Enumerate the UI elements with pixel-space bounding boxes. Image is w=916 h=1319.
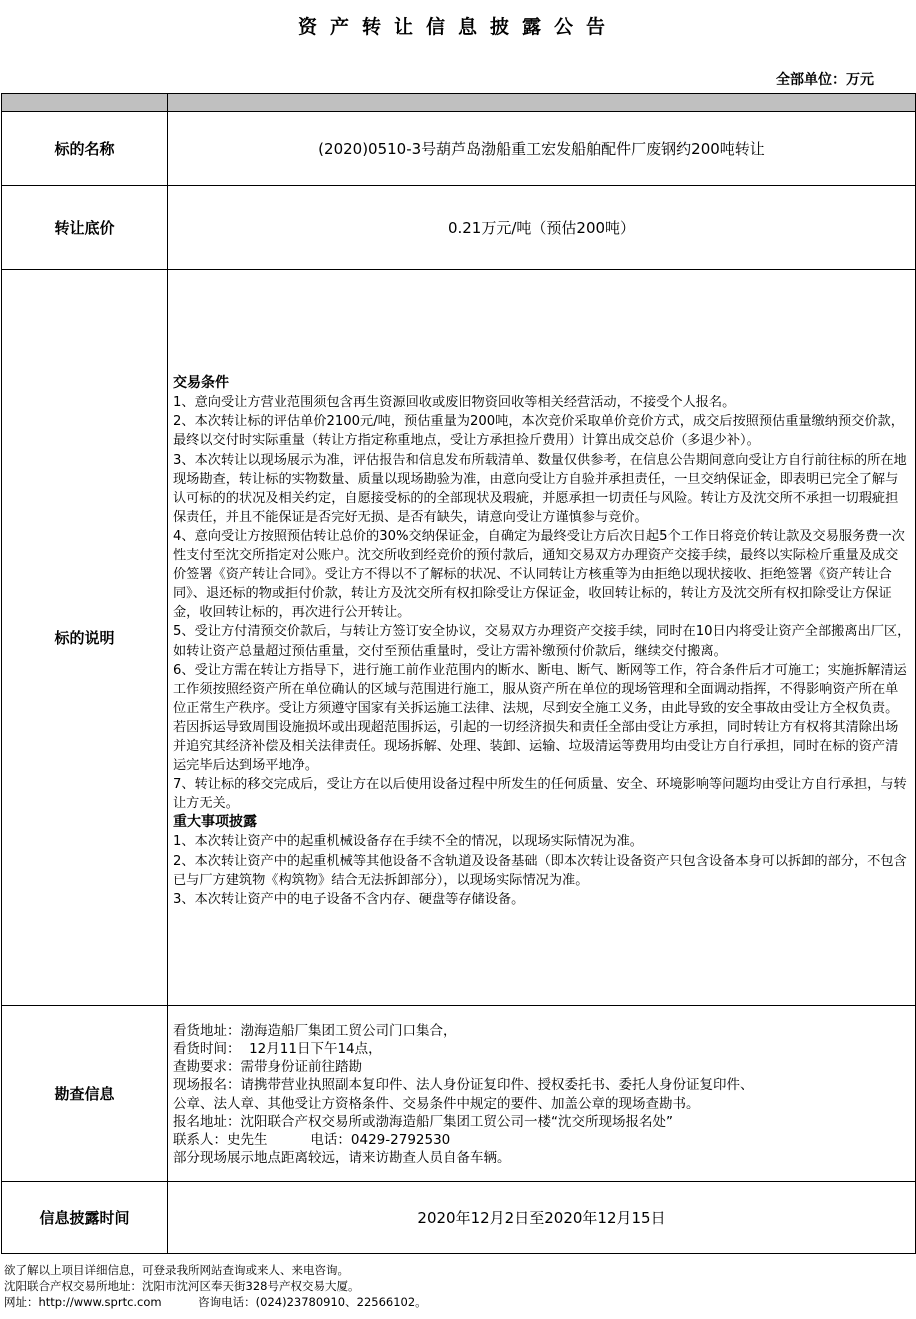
label-desc: 标的说明 — [2, 270, 168, 1006]
inspect-line: 公章、法人章、其他受让方资格条件、交易条件中规定的要件、加盖公章的现场查勘书。 — [173, 1095, 700, 1112]
inspect-line: 看货时间： 12月11日下午14点， — [173, 1040, 382, 1057]
table-header-row — [2, 94, 916, 112]
value-inspect — [168, 1006, 916, 1182]
row-desc — [2, 270, 916, 1006]
value-name: (2020)0510-3号葫芦岛渤船重工宏发船舶配件厂废钢约200吨转让 — [168, 112, 916, 186]
inspect-line: 报名地址：沈阳联合产权交易所或渤海造船厂集团工贸公司一楼“沈交所现场报名处” — [173, 1113, 673, 1130]
header-cell-left — [2, 94, 168, 112]
condition-item: 7、转让标的移交完成后，受让方在以后使用设备过程中所发生的任何质量、安全、环境影响等问题均由受让方自行承担，与转让方无关。 — [173, 777, 907, 812]
value-desc — [168, 270, 916, 1006]
footer — [4, 1262, 427, 1310]
label-inspect: 勘查信息 — [2, 1006, 168, 1182]
footer-line: 沈阳联合产权交易所地址：沈阳市沈河区奉天街328号产权交易大厦。 — [4, 1279, 360, 1293]
condition-item: 3、本次转让以现场展示为准，评估报告和信息发布所载清单、数量仅供参考，在信息公告期间意向受让方自行前往标的所在地现场勘查，转让标的实物数量、质量以现场勘验为准，由意向受让方自验并承担责任，一旦交纳保证金，即表明已完全了解与认可标的的状况及相关约定，自愿接受标的的全部现状及瑕疵，并愿承担一切责任与风险。转让方及沈交所不承担一切瑕疵担保责任，并且不能保证是否完好无损、是否有缺失，请意向受让方谨慎参与竞价。 — [173, 452, 907, 525]
condition-item: 1、意向受让方营业范围须包含再生资源回收或废旧物资回收等相关经营活动，不接受个人报名。 — [173, 395, 736, 411]
condition-item: 5、受让方付清预交价款后，与转让方签订安全协议，交易双方办理资产交接手续，同时在10日内将受让资产全部搬离出厂区，如转让资产总量超过预估重量，交付至预估重量时，受让方需补缴预付价款后，继续交付搬离。 — [173, 624, 911, 659]
condition-item: 4、意向受让方按照预估转让总价的30%交纳保证金，自确定为最终受让方后次日起5个工作日将竞价转让款及交易服务费一次性支付至沈交所指定对公账户。沈交所收到经竞价的预付款后，通知交易双方办理资产交接手续，最终以实际检斤重量及成交价签署《资产转让合同》。受让方不得以不了解标的状况、不认同转让方核重等为由拒绝以现状接收、拒绝签署《资产转让合同》、退还标的物或拒付价款，转让方及沈交所有权扣除受让方保证金，收回转让标的，转让方及沈交所有权扣除受让方保证金，收回转让标的，再次进行公开转让。 — [173, 528, 905, 621]
disclosure-item: 1、本次转让资产中的起重机械设备存在手续不全的情况，以现场实际情况为准。 — [173, 834, 643, 850]
section-title-major-disclosures: 重大事项披露 — [173, 814, 257, 831]
inspect-line: 现场报名：请携带营业执照副本复印件、法人身份证复印件、授权委托书、委托人身份证复印件、 — [173, 1077, 754, 1094]
disclosure-item: 2、本次转让资产中的起重机械等其他设备不含轨道及设备基础（即本次转让设备资产只包含设备本身可以拆卸的部分，不包含已与厂方建筑物《构筑物》结合无法拆卸部分），以现场实际情况为准。 — [173, 853, 907, 888]
page-title: 资产转让信息披露公告 — [297, 16, 618, 38]
value-price: 0.21万元/吨（预估200吨） — [168, 186, 916, 270]
footer-line: 网址：http://www.sprtc.com 咨询电话：(024)23780910、22566102。 — [4, 1295, 427, 1309]
condition-item: 6、受让方需在转让方指导下，进行施工前作业范围内的断水、断电、断气、断网等工作，符合条件后才可施工；实施拆解清运工作须按照经资产所在单位确认的区域与范围进行施工，服从资产所在单位的现场管理和全面调动指挥，不得影响资产所在单位正常生产秩序。受让方须遵守国家有关拆运施工法律、法规，尽到安全施工义务，由此导致的安全事故由受让方全权负责。若因拆运导致周围设施损坏或出现超范围拆运，引起的一切经济损失和责任全部由受让方承担，同时转让方有权将其清除出场并追究其经济补偿及相关法律责任。现场拆解、处理、装卸、运输、垃圾清运等费用均由受让方自行承担，同时在标的资产清运完毕后达到场平地净。 — [173, 662, 907, 774]
label-period: 信息披露时间 — [2, 1182, 168, 1254]
inspect-line: 看货地址：渤海造船厂集团工贸公司门口集合， — [173, 1022, 457, 1039]
row-inspect — [2, 1006, 916, 1182]
footer-line: 欲了解以上项目详细信息，可登录我所网站查询或来人、来电咨询。 — [4, 1263, 349, 1277]
row-period — [2, 1182, 916, 1254]
header-cell-right — [168, 94, 916, 112]
value-period: 2020年12月2日至2020年12月15日 — [168, 1182, 916, 1254]
inspect-line: 部分现场展示地点距离较远，请来访勘查人员自备车辆。 — [173, 1150, 511, 1167]
inspect-line: 查勘要求：需带身份证前往踏勘 — [173, 1059, 362, 1076]
condition-item: 2、本次转让标的评估单价2100元/吨，预估重量为200吨，本次竞价采取单价竞价方式，成交后按照预估重量缴纳预交价款，最终以交付时实际重量（转让方指定称重地点，受让方承担捡斤费用）计算出成交总价（多退少补）。 — [173, 414, 904, 449]
row-name — [2, 112, 916, 186]
inspect-line: 联系人：史先生 电话：0429-2792530 — [173, 1131, 451, 1148]
section-title-trade-conditions: 交易条件 — [173, 375, 229, 392]
unit-note: 全部单位：万元 — [776, 72, 874, 88]
disclosure-item: 3、本次转让资产中的电子设备不含内存、硬盘等存储设备。 — [173, 891, 525, 907]
label-name: 标的名称 — [2, 112, 168, 186]
row-price — [2, 186, 916, 270]
announcement-table — [1, 93, 916, 1254]
label-price: 转让底价 — [2, 186, 168, 270]
